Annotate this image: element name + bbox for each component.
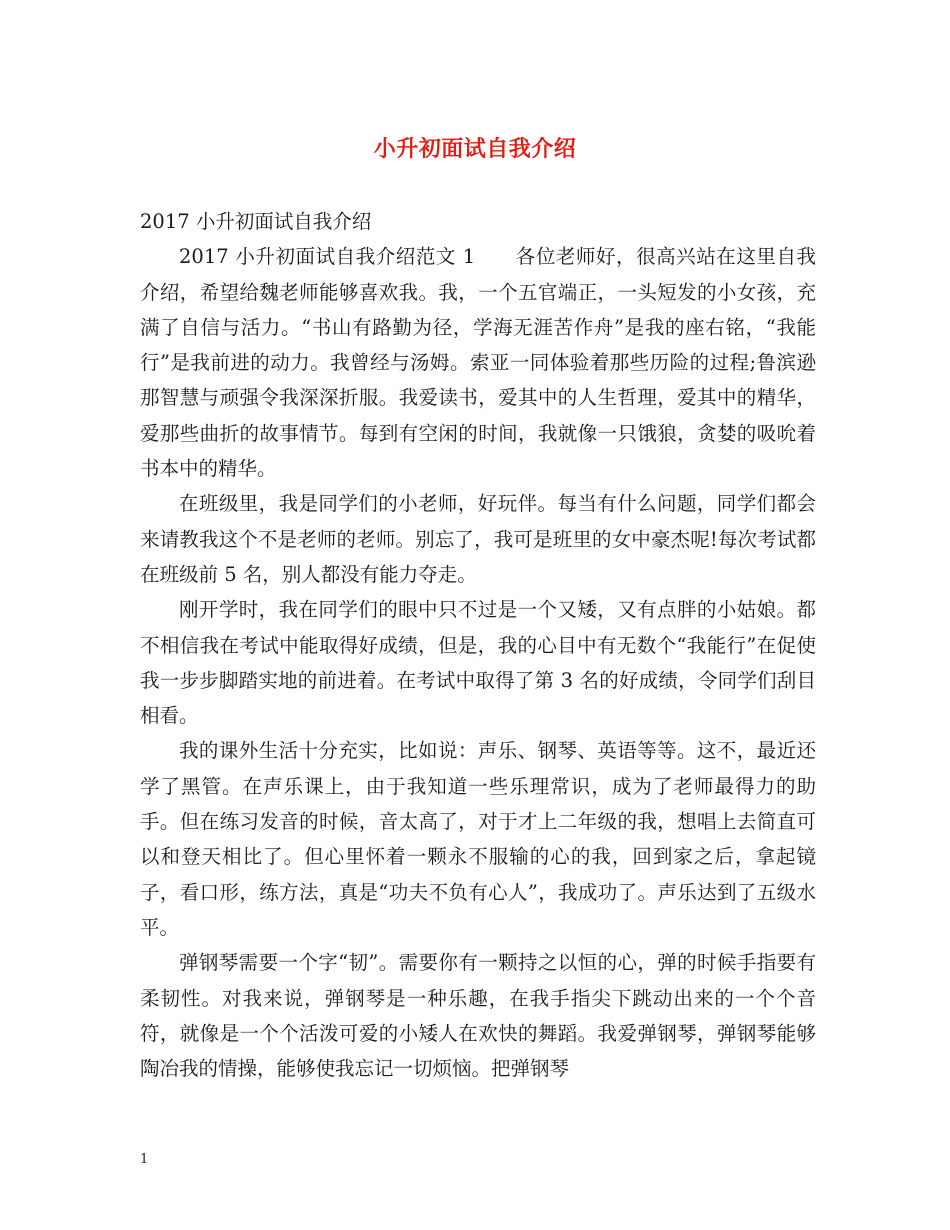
document-subtitle: 2017 小升初面试自我介绍 — [140, 210, 372, 233]
page-number: 1 — [140, 1152, 149, 1167]
document-body — [140, 204, 816, 1086]
paragraph-3: 刚开学时，我在同学们的眼中只不过是一个又矮，又有点胖的小姑娘。都不相信我在考试中能取得好成绩，但是，我的心目中有无数个“我能行”在促使我一步步脚踏实地的前进着。在考试中取得了第 3 名的好成绩，令同学们刮目相看。 — [140, 598, 816, 728]
paragraph-1: 2017 小升初面试自我介绍范文 1 各位老师好，很高兴站在这里自我介绍，希望给魏老师能够喜欢我。我，一个五官端正，一头短发的小女孩，充满了自信与活力。“书山有路勤为径，学海无涯苦作舟”是我的座右铭，“我能行”是我前进的动力。我曾经与汤姆。索亚一同体验着那些历险的过程;鲁滨逊那智慧与顽强令我深深折服。我爱读书，爱其中的人生哲理，爱其中的精华，爱那些曲折的故事情节。每到有空闲的时间，我就像一只饿狼，贪婪的吸吮着书本中的精华。 — [140, 245, 816, 481]
paragraph-5: 弹钢琴需要一个字“韧”。需要你有一颗持之以恒的心，弹的时候手指要有柔韧性。对我来说，弹钢琴是一种乐趣，在我手指尖下跳动出来的一个个音符，就像是一个个活泼可爱的小矮人在欢快的舞蹈。我爱弹钢琴，弹钢琴能够陶冶我的情操，能够使我忘记一切烦恼。把弹钢琴 — [140, 951, 816, 1081]
document-title: 小升初面试自我介绍 — [373, 136, 577, 162]
paragraph-2: 在班级里，我是同学们的小老师，好玩伴。每当有什么问题，同学们都会来请教我这个不是老师的老师。别忘了，我可是班里的女中豪杰呢!每次考试都在班级前 5 名，别人都没有能力夺走。 — [140, 492, 816, 586]
paragraph-4: 我的课外生活十分充实，比如说：声乐、钢琴、英语等等。这不，最近还学了黑管。在声乐课上，由于我知道一些乐理常识，成为了老师最得力的助手。但在练习发音的时候，音太高了，对于才上二年级的我，想唱上去简直可以和登天相比了。但心里怀着一颗永不服输的心的我，回到家之后，拿起镜子，看口形，练方法，真是“功夫不负有心人”，我成功了。声乐达到了五级水平。 — [140, 739, 816, 939]
